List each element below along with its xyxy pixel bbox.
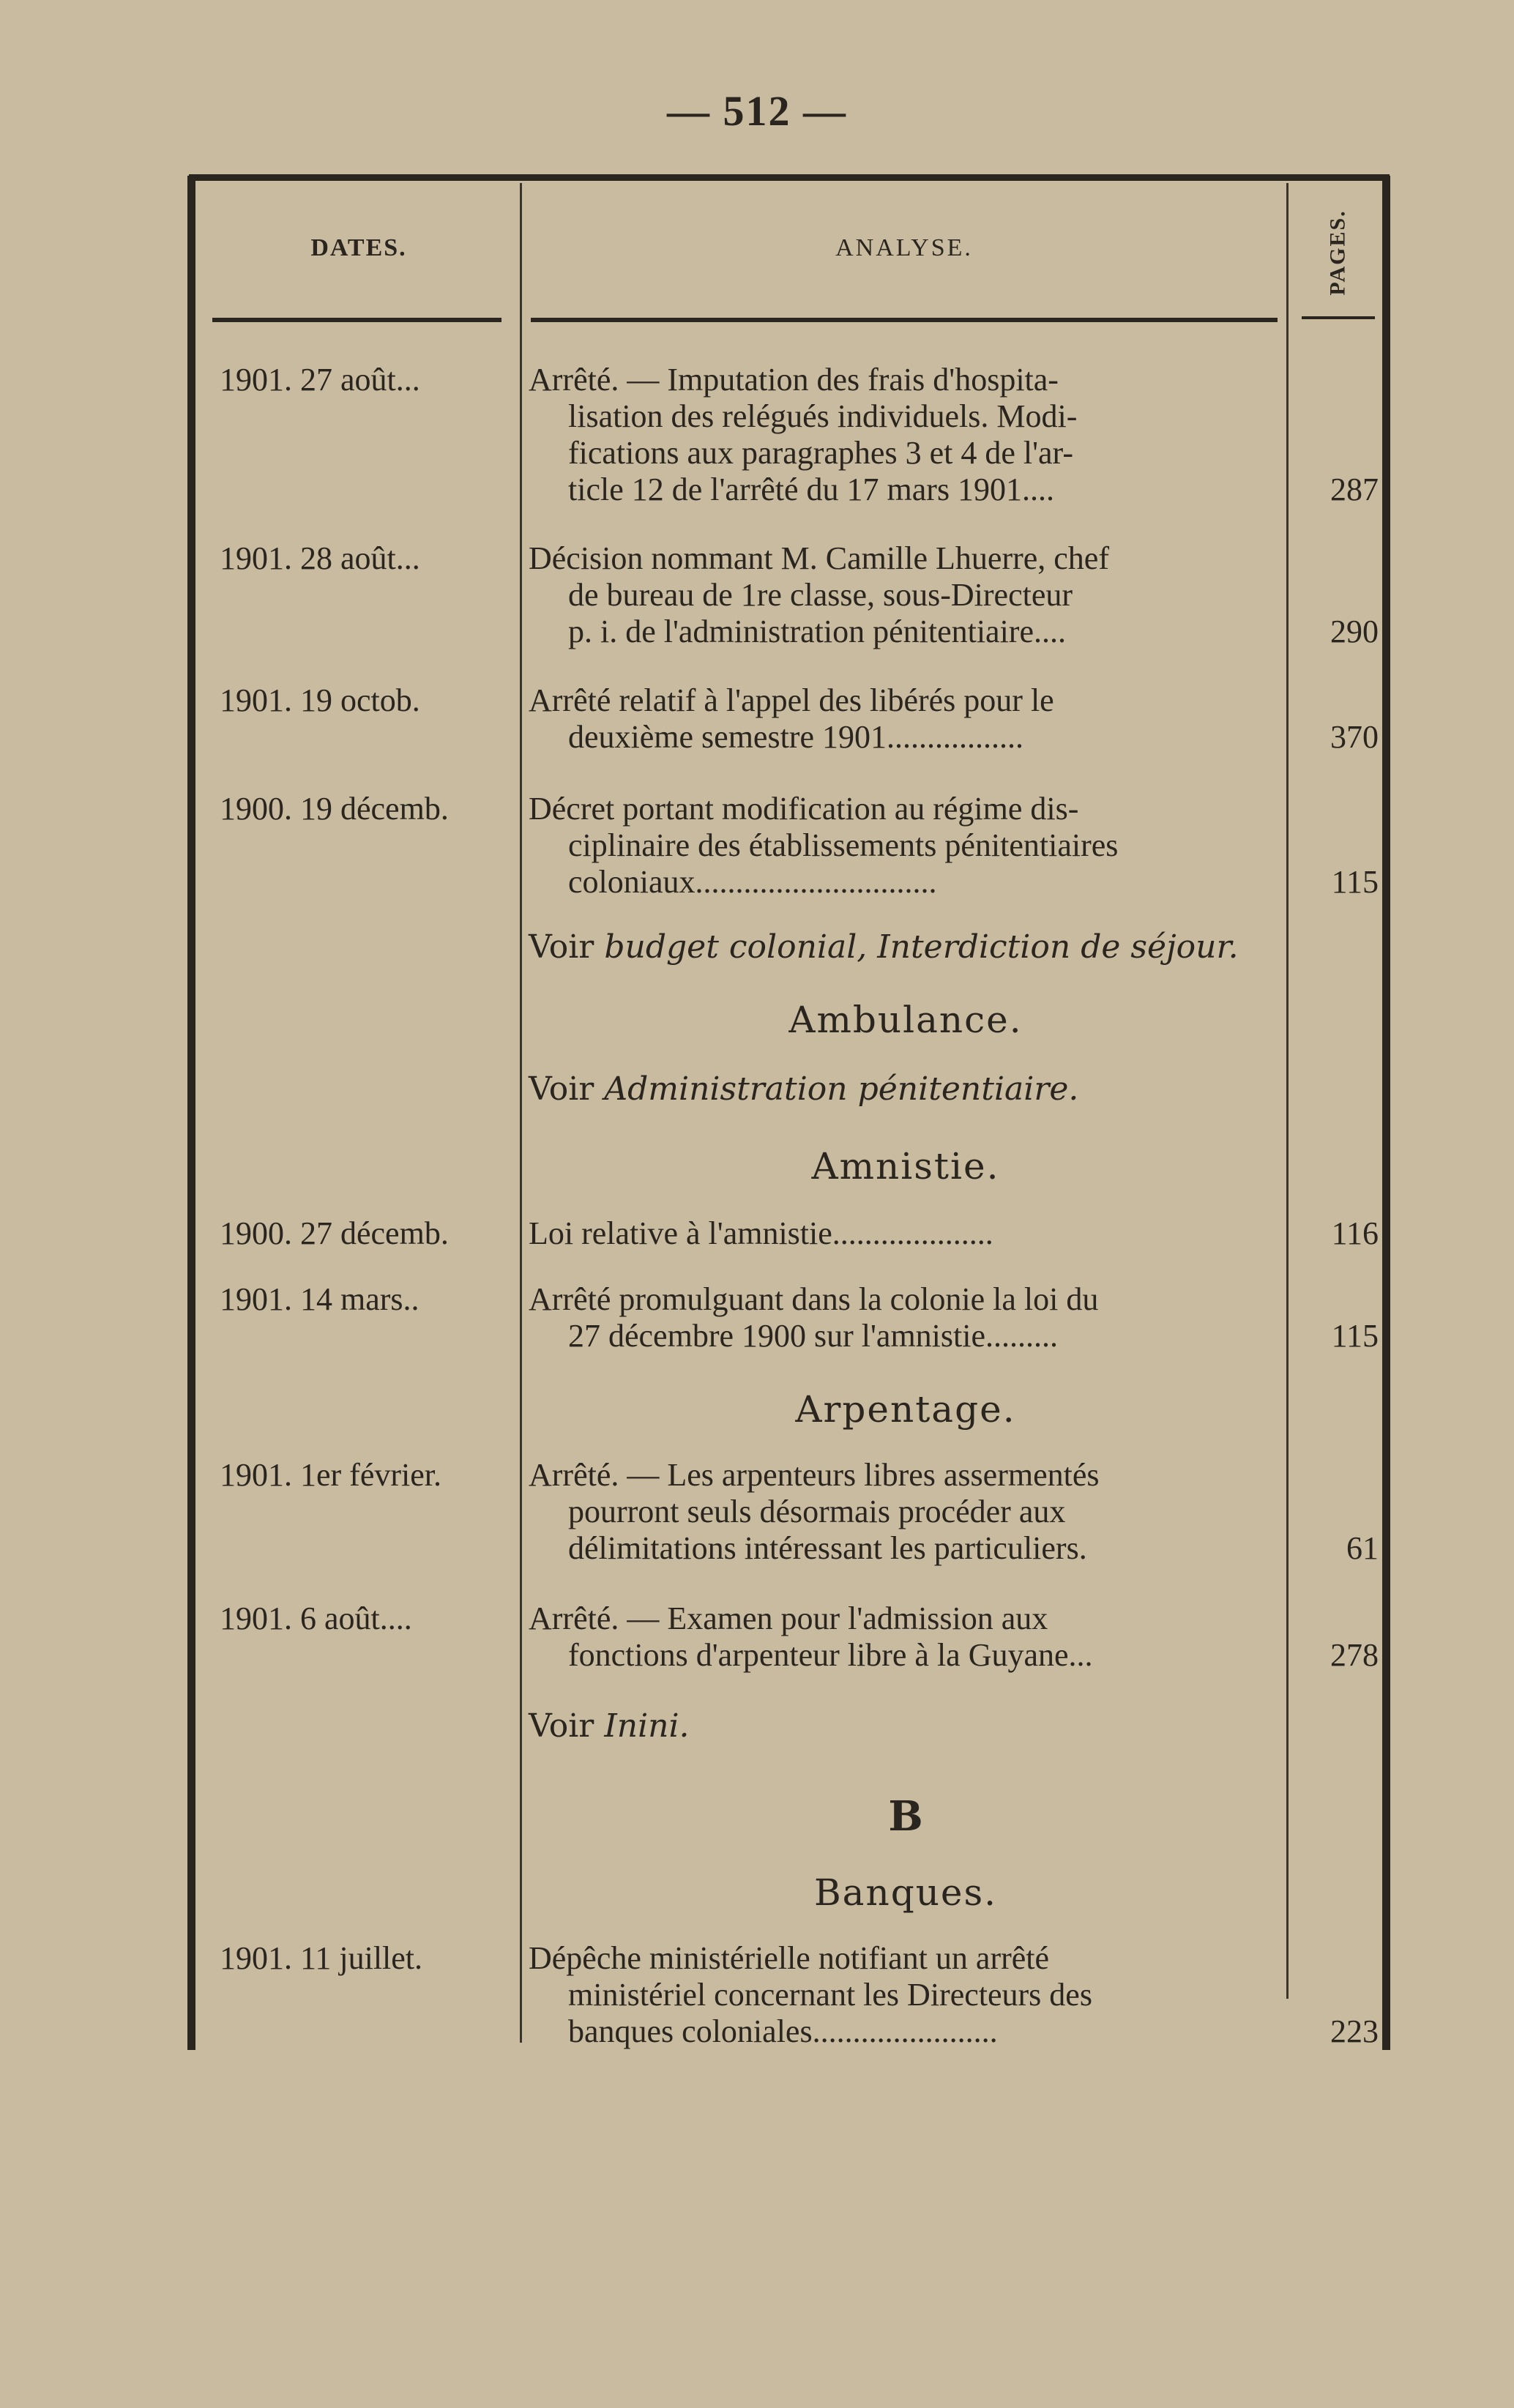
entry-line: Dépêche ministérielle notifiant un arrêté: [529, 1940, 1050, 1976]
section-heading-amnistie: Amnistie.: [811, 1145, 1000, 1188]
entry-line: ticle 12 de l'arrêté du 17 mars 1901....: [568, 471, 1055, 507]
entry-page: 223: [1330, 2013, 1379, 2049]
header-pages: [1302, 198, 1375, 307]
cross-reference: [529, 1707, 1283, 1745]
cross-reference: [529, 928, 1283, 966]
cross-reference: [529, 1070, 1283, 1108]
entry-line: fonctions d'arpenteur libre à la Guyane...: [568, 1637, 1093, 1673]
entry-page: 278: [1330, 1637, 1379, 1673]
header-rule-pages: [1302, 316, 1375, 319]
entry-page: 115: [1331, 864, 1379, 900]
column-divider-pages: [1286, 183, 1289, 1999]
entry-date: 1901. 1er février.: [220, 1457, 441, 1493]
table-left-rule: [187, 176, 195, 2050]
entry-line: Arrêté promulguant dans la colonie la loi du: [529, 1281, 1099, 1317]
voir-prefix: Voir: [529, 1707, 594, 1745]
entry-line: Loi relative à l'amnistie....................: [529, 1215, 993, 1251]
voir-target: Inini.: [604, 1707, 690, 1745]
entry-date: 1901. 27 août...: [220, 362, 420, 398]
entry-line: délimitations intéressant les particuliers.: [568, 1530, 1087, 1566]
table-right-rule: [1382, 176, 1390, 2050]
entry-analysis: [529, 1215, 1283, 1252]
entry-line: p. i. de l'administration pénitentiaire....: [568, 614, 1066, 649]
entry-date: 1901. 11 juillet.: [220, 1940, 423, 1976]
entry-analysis: [529, 362, 1283, 508]
entry-page: 115: [1331, 1318, 1379, 1354]
header-dates: DATES.: [310, 234, 407, 261]
entry-page: 116: [1331, 1215, 1379, 1251]
entry-analysis: [529, 1457, 1283, 1567]
entry-analysis: [529, 791, 1283, 901]
voir-prefix: Voir: [529, 928, 594, 966]
entry-analysis: [529, 1940, 1283, 2050]
entry-line: Décision nommant M. Camille Lhuerre, chef: [529, 540, 1109, 576]
header-rule-analyse: [531, 318, 1278, 322]
header-rule-dates: [212, 318, 501, 322]
entry-date: 1901. 19 octob.: [220, 682, 420, 718]
section-heading-arpentage: Arpentage.: [795, 1388, 1016, 1431]
page-number: — 512 —: [667, 87, 847, 135]
entry-date: 1901. 28 août...: [220, 540, 420, 576]
entry-line: Arrêté relatif à l'appel des libérés pour le: [529, 682, 1054, 718]
entry-line: Arrêté. — Les arpenteurs libres assermentés: [529, 1457, 1100, 1493]
entry-analysis: [529, 540, 1283, 650]
entry-analysis: [529, 682, 1283, 756]
header-analyse: ANALYSE.: [835, 234, 973, 261]
entry-date: 1901. 14 mars..: [220, 1281, 419, 1317]
entry-line: Décret portant modification au régime dis-: [529, 791, 1079, 827]
entry-analysis: [529, 1281, 1283, 1354]
voir-target: budget colonial, Interdiction de séjour.: [604, 928, 1239, 966]
entry-line: ciplinaire des établissements pénitentiaires: [568, 827, 1119, 863]
column-divider-dates: [520, 183, 522, 2043]
entry-line: 27 décembre 1900 sur l'amnistie.........: [568, 1318, 1059, 1354]
section-heading-ambulance: Ambulance.: [788, 999, 1023, 1041]
voir-prefix: Voir: [529, 1070, 594, 1108]
entry-line: banques coloniales.......................: [568, 2013, 998, 2049]
entry-page: 290: [1330, 614, 1379, 649]
entry-date: 1900. 27 décemb.: [220, 1215, 449, 1251]
entry-page: 287: [1330, 471, 1379, 507]
entry-line: Arrêté. — Imputation des frais d'hospita-: [529, 362, 1059, 398]
voir-target: Administration pénitentiaire.: [604, 1070, 1079, 1108]
entry-analysis: [529, 1600, 1283, 1674]
entry-date: 1901. 6 août....: [220, 1600, 412, 1636]
entry-line: fications aux paragraphes 3 et 4 de l'ar-: [568, 435, 1073, 471]
entry-line: ministériel concernant les Directeurs des: [568, 1977, 1092, 2013]
section-heading-banques: Banques.: [813, 1871, 998, 1914]
entry-line: coloniaux..............................: [568, 864, 937, 900]
entry-page: 61: [1346, 1530, 1379, 1566]
entry-line: de bureau de 1re classe, sous-Directeur: [568, 577, 1073, 613]
entry-line: Arrêté. — Examen pour l'admission aux: [529, 1600, 1048, 1636]
section-letter-b: B: [888, 1792, 923, 1841]
entry-date: 1900. 19 décemb.: [220, 791, 449, 827]
entry-line: pourront seuls désormais procéder aux: [568, 1494, 1066, 1529]
entry-line: deuxième semestre 1901.................: [568, 719, 1023, 755]
header-pages-label: PAGES.: [1326, 209, 1351, 296]
entry-page: 370: [1330, 719, 1379, 755]
entry-line: lisation des relégués individuels. Modi-: [568, 398, 1078, 434]
